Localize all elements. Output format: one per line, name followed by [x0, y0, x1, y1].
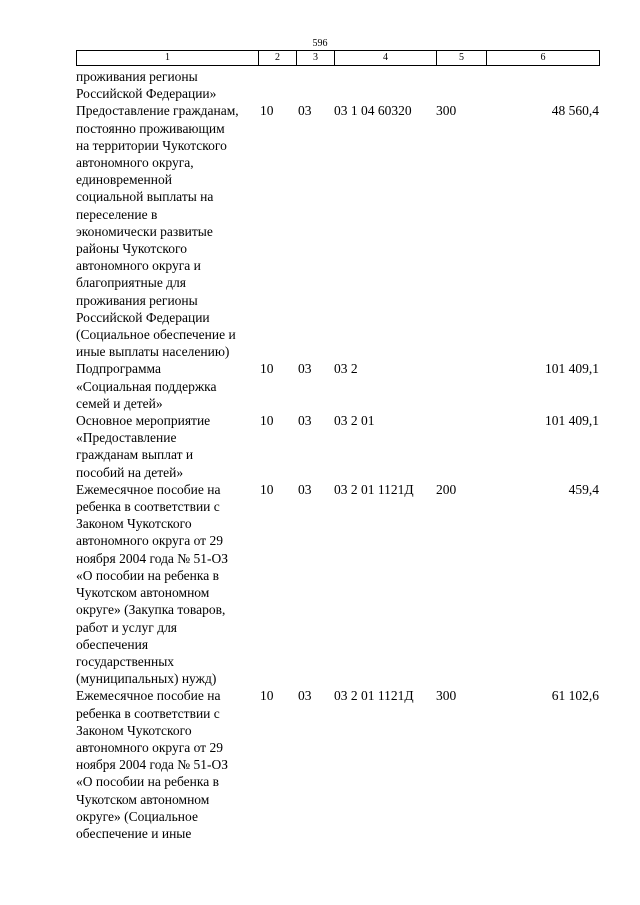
- row-name: Подпрограмма «Социальная поддержка семей и детей»: [76, 361, 217, 411]
- column-header-3: 3: [297, 51, 335, 66]
- row-expense-type: 200: [436, 481, 457, 497]
- row-section: [258, 68, 296, 102]
- row-subsection: 03: [298, 688, 312, 704]
- row-subsection: 03: [298, 103, 312, 119]
- row-subsection: 03: [298, 413, 312, 429]
- row-section: 10: [260, 481, 274, 497]
- table-row: [76, 360, 599, 412]
- row-target-article: [334, 68, 436, 102]
- row-name: Ежемесячное пособие на ребенка в соответствии с Законом Чукотского автономного округа от 29 ноября 2004 года № 51-ОЗ «О пособии на ребенка в Чукотском автономном округе» (Социальное обеспечение и иные: [76, 688, 229, 841]
- row-section: 10: [260, 103, 274, 119]
- row-subsection: [296, 68, 334, 102]
- page-number: 596: [312, 38, 328, 49]
- table-row: [76, 68, 599, 102]
- column-header-row: [77, 51, 600, 66]
- row-amount: 101 409,1: [545, 413, 599, 429]
- row-target-article: 03 1 04 60320: [334, 103, 412, 119]
- budget-table-body: [76, 68, 599, 842]
- row-amount: [486, 68, 599, 102]
- row-expense-type: 300: [436, 688, 457, 704]
- row-name: Предоставление гражданам, постоянно проживающим на территории Чукотского автономного округа, единовременной социальной выплаты на переселение в экономически развитые районы Чукотского автономного округа и благоприятные для проживания регионы Российской Федерации (Социальное обеспечение и иные выплаты населению): [76, 103, 239, 360]
- column-header-table: [76, 50, 600, 66]
- row-section: 10: [260, 688, 274, 704]
- row-target-article: 03 2: [334, 361, 358, 377]
- column-header-5: 5: [437, 51, 487, 66]
- column-header-2: 2: [259, 51, 297, 66]
- row-expense-type: [436, 68, 486, 102]
- row-amount: 459,4: [568, 481, 599, 497]
- row-amount: 101 409,1: [545, 361, 599, 377]
- row-section: 10: [260, 361, 274, 377]
- row-name: Ежемесячное пособие на ребенка в соответствии с Законом Чукотского автономного округа от 29 ноября 2004 года № 51-ОЗ «О пособии на ребенка в Чукотском автономном округе» (Закупка товаров, работ и услуг для обеспечения государственных (муниципальных) нужд): [76, 481, 229, 687]
- column-header-4: 4: [335, 51, 437, 66]
- table-row: [76, 687, 599, 842]
- table-row: [76, 481, 599, 687]
- row-amount: 48 560,4: [551, 103, 599, 119]
- row-subsection: 03: [298, 361, 312, 377]
- row-name: Основное мероприятие «Предоставление гражданам выплат и пособий на детей»: [76, 413, 211, 480]
- row-name: проживания регионы Российской Федерации»: [76, 69, 217, 102]
- row-section: 10: [260, 413, 274, 429]
- table-row: [76, 102, 599, 360]
- row-target-article: 03 2 01 1121Д: [334, 688, 414, 704]
- row-expense-type: 300: [436, 103, 457, 119]
- row-expense-type: [436, 360, 486, 412]
- table-row: [76, 412, 599, 481]
- column-header-1: 1: [77, 51, 259, 66]
- row-target-article: 03 2 01: [334, 413, 375, 429]
- row-expense-type: [436, 412, 486, 481]
- row-target-article: 03 2 01 1121Д: [334, 481, 414, 497]
- row-subsection: 03: [298, 481, 312, 497]
- column-header-6: 6: [487, 51, 600, 66]
- row-amount: 61 102,6: [551, 688, 599, 704]
